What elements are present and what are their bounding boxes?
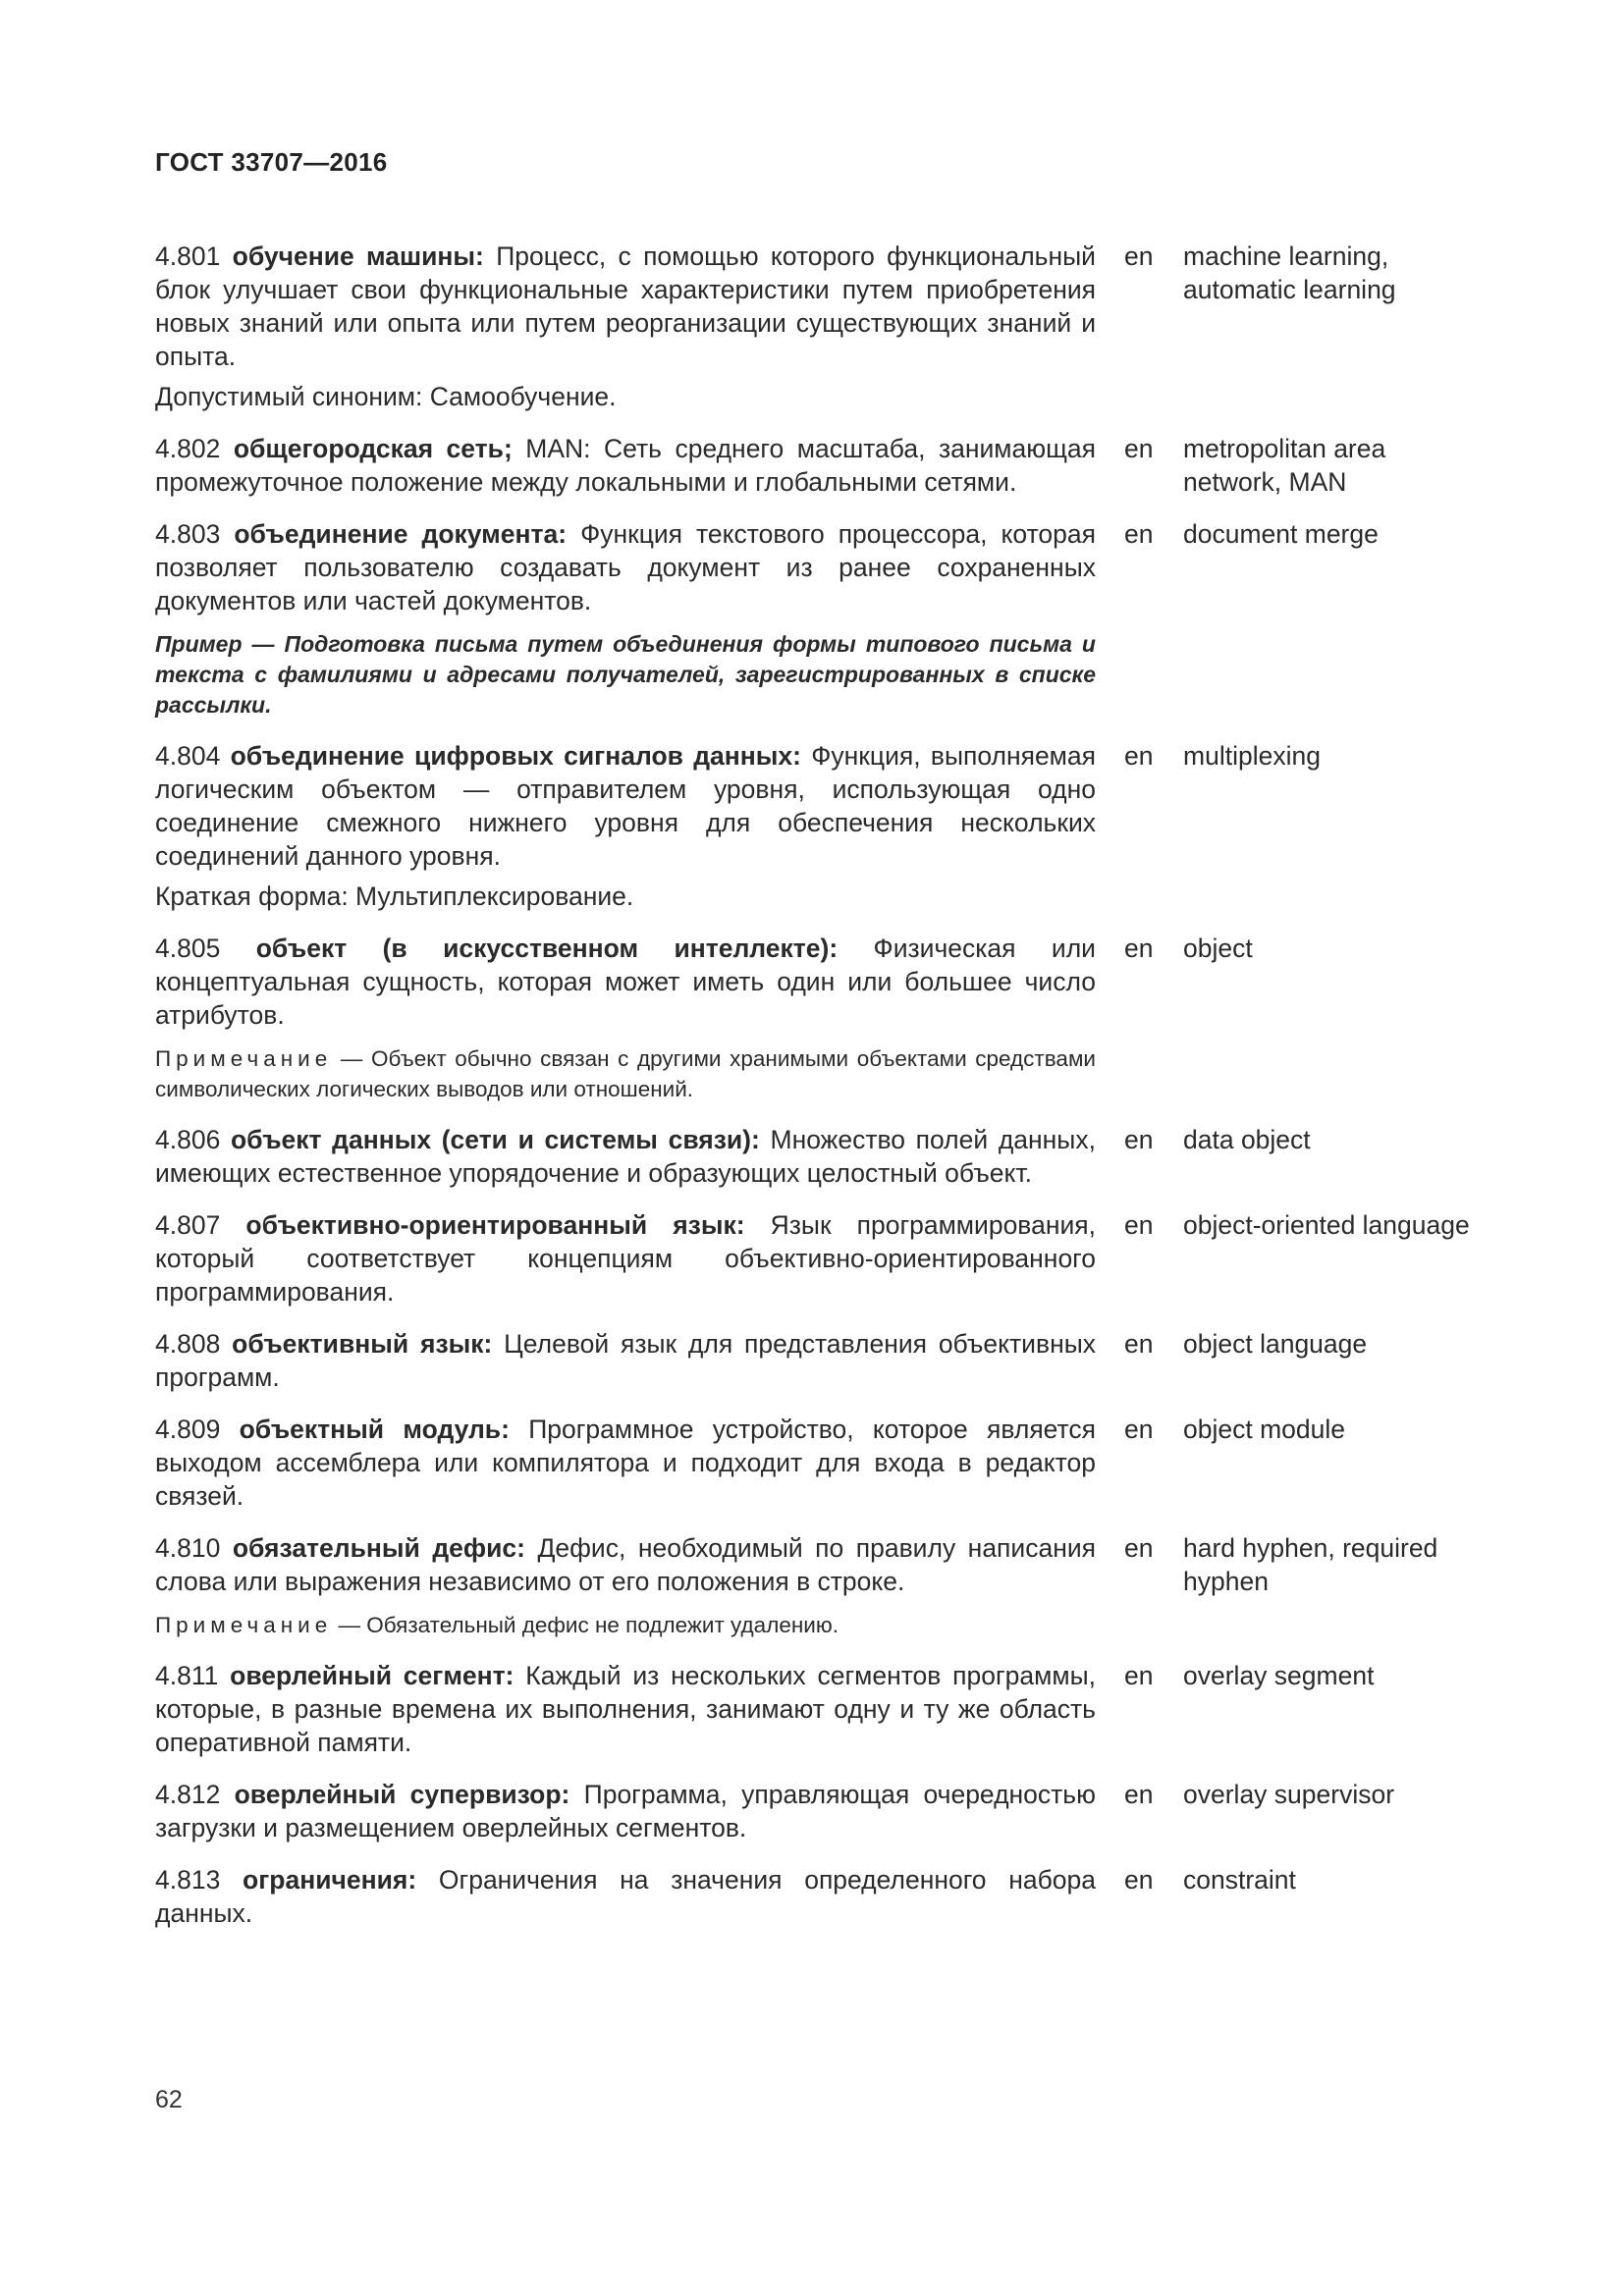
entry-number: 4.802	[155, 434, 221, 463]
term-entry-4-813	[155, 1863, 1471, 1930]
entry-language: en	[1124, 1661, 1154, 1690]
entry-definition-line	[155, 240, 1096, 373]
entry-term: обучение машины:	[232, 241, 484, 271]
term-entry-4-802	[155, 432, 1471, 499]
note-text: — Обязательный дефис не подлежит удалению.	[332, 1613, 839, 1637]
entry-short-form: Краткая форма: Мультиплексирование.	[155, 881, 634, 911]
entry-definition: Дефис, необходимый по правилу написания слова или выражения независимо от его положения в строке.	[155, 1533, 1096, 1596]
entry-english-term: multiplexing	[1183, 741, 1321, 771]
entry-definition: Процесс, с помощью которого функциональный блок улучшает свои функциональные характеристики путем приобретения новых знаний или опыта или путем реорганизации существующих знаний и опыта.	[155, 241, 1096, 371]
entry-english-term: overlay segment	[1183, 1661, 1375, 1690]
entry-english-term: data object	[1183, 1125, 1311, 1154]
entry-text	[155, 432, 1096, 499]
note-label: Примечание	[155, 1613, 333, 1637]
entry-definition-line	[155, 1413, 1096, 1513]
term-entry-4-809	[155, 1413, 1471, 1513]
entry-term: объективно-ориентированный язык:	[245, 1210, 745, 1240]
term-entry-4-804	[155, 739, 1471, 913]
entry-definition-line	[155, 1778, 1096, 1844]
entry-term: ограничения:	[243, 1865, 417, 1895]
term-entry-4-808	[155, 1327, 1471, 1394]
entry-english-term: object	[1183, 934, 1253, 963]
term-entry-4-807	[155, 1208, 1471, 1308]
entry-number: 4.813	[155, 1865, 221, 1895]
entry-text	[155, 739, 1096, 913]
entry-definition-line	[155, 1531, 1096, 1598]
entry-number: 4.804	[155, 741, 221, 771]
term-entry-4-806	[155, 1123, 1471, 1190]
entry-language: en	[1124, 434, 1154, 463]
entry-definition-line	[155, 1327, 1096, 1394]
entry-definition: Целевой язык для представления объективных программ.	[155, 1329, 1096, 1392]
entry-definition: Функция, выполняемая логическим объектом — отправителем уровня, использующая одно соединение смежного нижнего уровня для обеспечения нескольких соединений данного уровня.	[155, 741, 1096, 871]
entry-text	[155, 1659, 1096, 1759]
entry-number: 4.807	[155, 1210, 221, 1240]
entry-language: en	[1124, 1415, 1154, 1444]
entry-text	[155, 1413, 1096, 1513]
term-entry-4-803	[155, 517, 1471, 721]
entry-example: Пример — Подготовка письма путем объединения формы типового письма и текста с фамилиями и адресами получателей, зарегистрированных в списке рассылки.	[155, 631, 1096, 718]
note-label: Примечание	[155, 1046, 333, 1071]
entry-text	[155, 932, 1096, 1104]
entry-english-term: hard hyphen, required hyphen	[1183, 1533, 1438, 1596]
term-entry-4-805	[155, 932, 1471, 1104]
entry-term: объективный язык:	[232, 1329, 493, 1359]
entry-text	[155, 1123, 1096, 1190]
entry-definition-line	[155, 1123, 1096, 1190]
entry-language: en	[1124, 1329, 1154, 1359]
entry-number: 4.803	[155, 519, 221, 549]
term-entries	[155, 240, 1471, 1949]
entry-english-term: metropolitan area network, MAN	[1183, 434, 1386, 497]
entry-definition: Программа, управляющая очередностью загрузки и размещением оверлейных сегментов.	[155, 1780, 1096, 1842]
entry-definition-line	[155, 1659, 1096, 1759]
entry-definition: Ограничения на значения определенного набора данных.	[155, 1865, 1097, 1928]
entry-definition: MAN: Сеть среднего масштаба, занимающая промежуточное положение между локальными и глобальными сетями.	[155, 434, 1097, 497]
entry-text	[155, 1327, 1096, 1394]
entry-synonym: Допустимый синоним: Самообучение.	[155, 382, 617, 411]
entry-text	[155, 1531, 1096, 1640]
entry-language: en	[1124, 1533, 1154, 1563]
entry-term: обязательный дефис:	[232, 1533, 525, 1563]
entry-text	[155, 517, 1096, 721]
page-header: ГОСТ 33707—2016	[155, 147, 388, 177]
entry-number: 4.812	[155, 1780, 221, 1809]
entry-english-term: machine learning, automatic learning	[1183, 241, 1396, 304]
entry-definition-line	[155, 1863, 1096, 1930]
entry-english-term: overlay supervisor	[1183, 1780, 1395, 1809]
entry-term: объединение цифровых сигналов данных:	[230, 741, 801, 771]
entry-text	[155, 1208, 1096, 1308]
term-entry-4-812	[155, 1778, 1471, 1844]
entry-definition-line	[155, 432, 1096, 499]
entry-english-term: object module	[1183, 1415, 1345, 1444]
entry-term: объект данных (сети и системы связи):	[230, 1125, 760, 1154]
entry-number: 4.808	[155, 1329, 221, 1359]
entry-definition: Функция текстового процессора, которая позволяет пользователю создавать документ из ранее сохраненных документов или частей документов.	[155, 519, 1096, 615]
entry-term: объектный модуль:	[239, 1415, 510, 1444]
term-entry-4-801	[155, 240, 1471, 413]
entry-definition: Множество полей данных, имеющих естественное упорядочение и образующих целостный объект.	[155, 1125, 1096, 1188]
entry-number: 4.810	[155, 1533, 221, 1563]
entry-definition: Язык программирования, который соответствует концепциям объективно-ориентированного программирования.	[155, 1210, 1096, 1307]
entry-language: en	[1124, 241, 1154, 271]
entry-number: 4.805	[155, 934, 221, 963]
entry-term: объект (в искусственном интеллекте):	[255, 934, 839, 963]
entry-text	[155, 1778, 1096, 1844]
entry-english-term: constraint	[1183, 1865, 1296, 1895]
entry-definition-line	[155, 739, 1096, 873]
entry-text	[155, 1863, 1096, 1930]
entry-term: объединение документа:	[234, 519, 568, 549]
entry-definition: Каждый из нескольких сегментов программы, которые, в разные времена их выполнения, занимают одну и ту же область оперативной памяти.	[155, 1661, 1096, 1757]
entry-english-term: object language	[1183, 1329, 1368, 1359]
entry-language: en	[1124, 519, 1154, 549]
entry-note	[155, 1043, 1096, 1104]
entry-language: en	[1124, 741, 1154, 771]
entry-language: en	[1124, 1780, 1154, 1809]
entry-note	[155, 1610, 1096, 1640]
term-entry-4-811	[155, 1659, 1471, 1759]
entry-definition: Программное устройство, которое является выходом ассемблера или компилятора и подходит для входа в редактор связей.	[155, 1415, 1096, 1511]
page-number: 62	[155, 2086, 183, 2113]
entry-number: 4.801	[155, 241, 221, 271]
entry-number: 4.811	[155, 1661, 219, 1690]
term-entry-4-810	[155, 1531, 1471, 1640]
entry-english-term: document merge	[1183, 519, 1379, 549]
entry-number: 4.806	[155, 1125, 221, 1154]
entry-language: en	[1124, 1865, 1154, 1895]
entry-term: общегородская сеть;	[233, 434, 513, 463]
entry-term: оверлейный сегмент:	[230, 1661, 514, 1690]
entry-number: 4.809	[155, 1415, 221, 1444]
entry-english-term: object-oriented language	[1183, 1210, 1470, 1240]
entry-definition-line	[155, 1208, 1096, 1308]
entry-term: оверлейный супервизор:	[234, 1780, 570, 1809]
entry-definition-line	[155, 932, 1096, 1032]
entry-language: en	[1124, 934, 1154, 963]
entry-language: en	[1124, 1210, 1154, 1240]
entry-language: en	[1124, 1125, 1154, 1154]
entry-text	[155, 240, 1096, 413]
entry-definition-line	[155, 517, 1096, 617]
note-text: — Объект обычно связан с другими хранимыми объектами средствами символических логических выводов или отношений.	[155, 1046, 1096, 1101]
entry-definition: Физическая или концептуальная сущность, которая может иметь один или большее число атрибутов.	[155, 934, 1096, 1030]
